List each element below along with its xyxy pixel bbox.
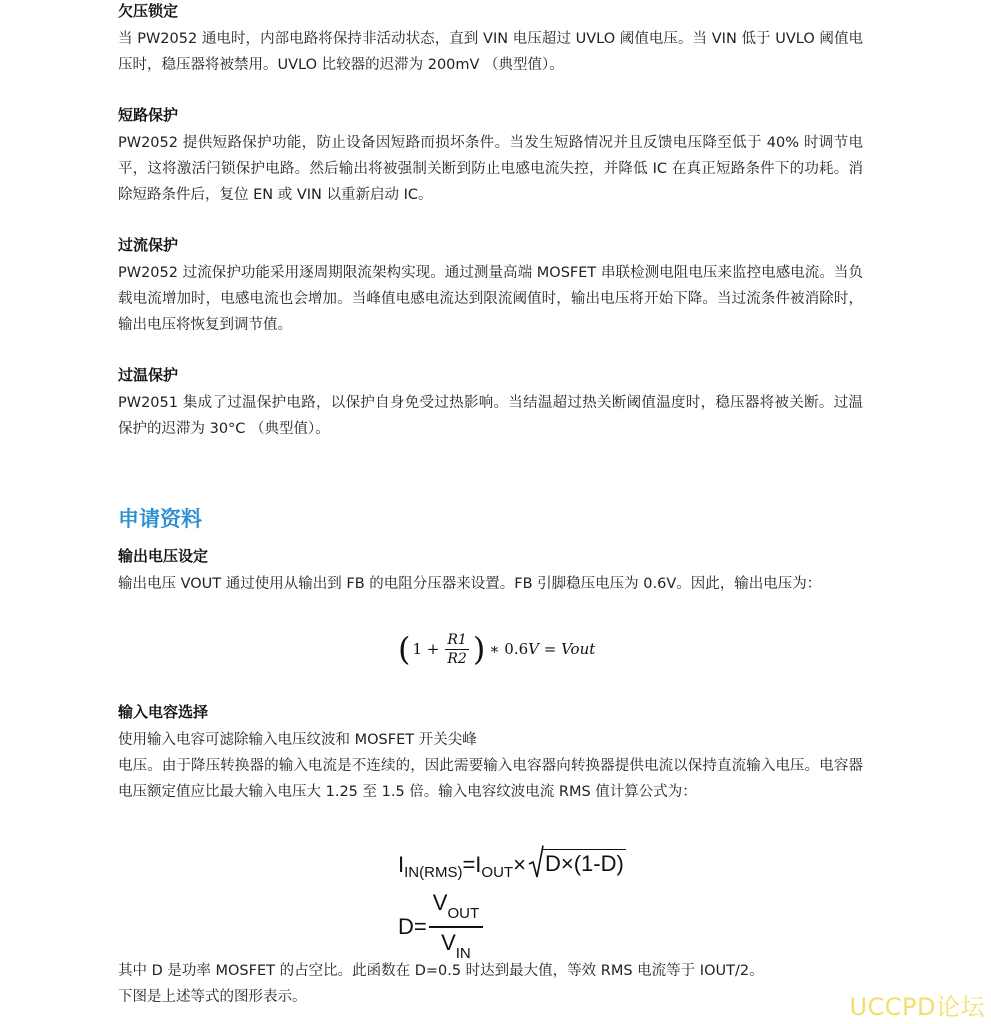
application-heading: 申请资料 — [118, 507, 202, 531]
vout-formula — [398, 625, 595, 673]
formula-multiplier: ∗ 0.6 — [489, 640, 529, 658]
radical-sign-icon — [528, 844, 544, 878]
section-text-short-circuit: PW2052 提供短路保护功能，防止设备因短路而损坏条件。当发生短路情况并且反馈电压降至低于 40% 时调节电平，这将激活闩锁保护电路。然后输出将被强制关断到防止电感电流失控，并降低 IC 在真正短路条件下的功耗。消除短路条件后，复位 EN 或 VIN 以重新启动 IC。 — [118, 135, 863, 203]
section-text-overtemp: PW2051 集成了过温保护电路，以保护自身免受过热影响。当结温超过热关断阈值温度时，稳压器将被关断。过温保护的迟滞为 30°C （典型值）。 — [118, 395, 863, 437]
duty-d: D= — [398, 914, 427, 940]
watermark: UCCPD论坛 — [849, 993, 985, 1021]
section-short-circuit — [118, 104, 863, 208]
formula-denominator: R2 — [447, 650, 467, 667]
closing-line2: 下图是上述等式的图形表示。 — [118, 989, 307, 1005]
section-vout-setting — [118, 545, 863, 597]
vin-sub: IN — [455, 945, 471, 963]
section-text-overcurrent: PW2052 过流保护功能采用逐周期限流架构实现。通过测量高端 MOSFET 串联检测电阻电压来监控电感电流。当负载电流增加时，电感电流也会增加。当峰值电感电流达到限流阈值时，输出电压将开始下降。当过流条件被消除时，输出电压将恢复到调节值。 — [118, 265, 863, 333]
section-text-vout: 输出电压 VOUT 通过使用从输出到 FB 的电阻分压器来设置。FB 引脚稳压电压为 0.6V。因此，输出电压为： — [118, 576, 822, 592]
formula-open-paren: ( — [398, 630, 411, 668]
section-title-overtemp: 过温保护 — [118, 366, 179, 384]
section-title-short-circuit: 短路保护 — [118, 106, 179, 124]
vout-sub: OUT — [447, 905, 480, 923]
section-text-input-cap: 电压。由于降压转换器的输入电流是不连续的，因此需要输入电容器向转换器提供电流以保持直流输入电压。电容器电压额定值应比最大输入电压大 1.25 至 1.5 倍。输入电容纹波电流 RMS 值计算公式为： — [118, 758, 863, 800]
vout-v: V — [432, 890, 448, 915]
rms-formula-block — [398, 838, 626, 963]
formula-close-paren: ) — [472, 630, 486, 668]
vin-v: V — [441, 929, 456, 955]
duty-numerator — [429, 888, 483, 926]
section-overtemp — [118, 364, 863, 442]
formula-one-plus: 1 + — [412, 640, 440, 658]
section-title-overcurrent: 过流保护 — [118, 236, 179, 254]
iout-sub: OUT — [481, 864, 514, 881]
section-title-input-cap: 输入电容选择 — [118, 703, 209, 721]
formula-vout: Vout — [561, 640, 596, 658]
section-overcurrent — [118, 234, 863, 338]
formula-numerator: R1 — [447, 631, 467, 648]
section-closing — [118, 958, 863, 1010]
closing-line1: 其中 D 是功率 MOSFET 的占空比。此函数在 D=0.5 时达到最大值，等效 RMS 电流等于 IOUT/2。 — [118, 963, 764, 979]
duty-fraction — [429, 888, 483, 966]
irms-eq-iout: =I — [462, 852, 482, 877]
formula-equals: = — [538, 640, 562, 658]
section-input-cap — [118, 701, 863, 805]
irms-sub: IN(RMS) — [404, 864, 463, 881]
section-title-vout: 输出电压设定 — [118, 547, 209, 565]
irms-i: I — [398, 852, 405, 877]
sqrt-symbol — [528, 844, 626, 878]
section-text-input-cap-line1: 使用输入电容可滤除输入电压纹波和 MOSFET 开关尖峰 — [118, 732, 477, 748]
formula-fraction-r1-r2 — [445, 631, 468, 668]
formula-volt-unit: V — [528, 640, 539, 658]
section-text-uvlo: 当 PW2052 通电时，内部电路将保持非活动状态，直到 VIN 电压超过 UVLO 阈值电压。当 VIN 低于 UVLO 阈值电压时，稳压器将被禁用。UVLO 比较器的迟滞为 200mV （典型值）。 — [118, 31, 863, 73]
section-uvlo — [118, 0, 863, 78]
irms-times: × — [513, 852, 526, 877]
section-title-uvlo: 欠压锁定 — [118, 2, 179, 20]
duty-formula — [398, 888, 483, 966]
sqrt-body: D×(1-D) — [544, 851, 624, 876]
irms-formula — [398, 838, 626, 881]
